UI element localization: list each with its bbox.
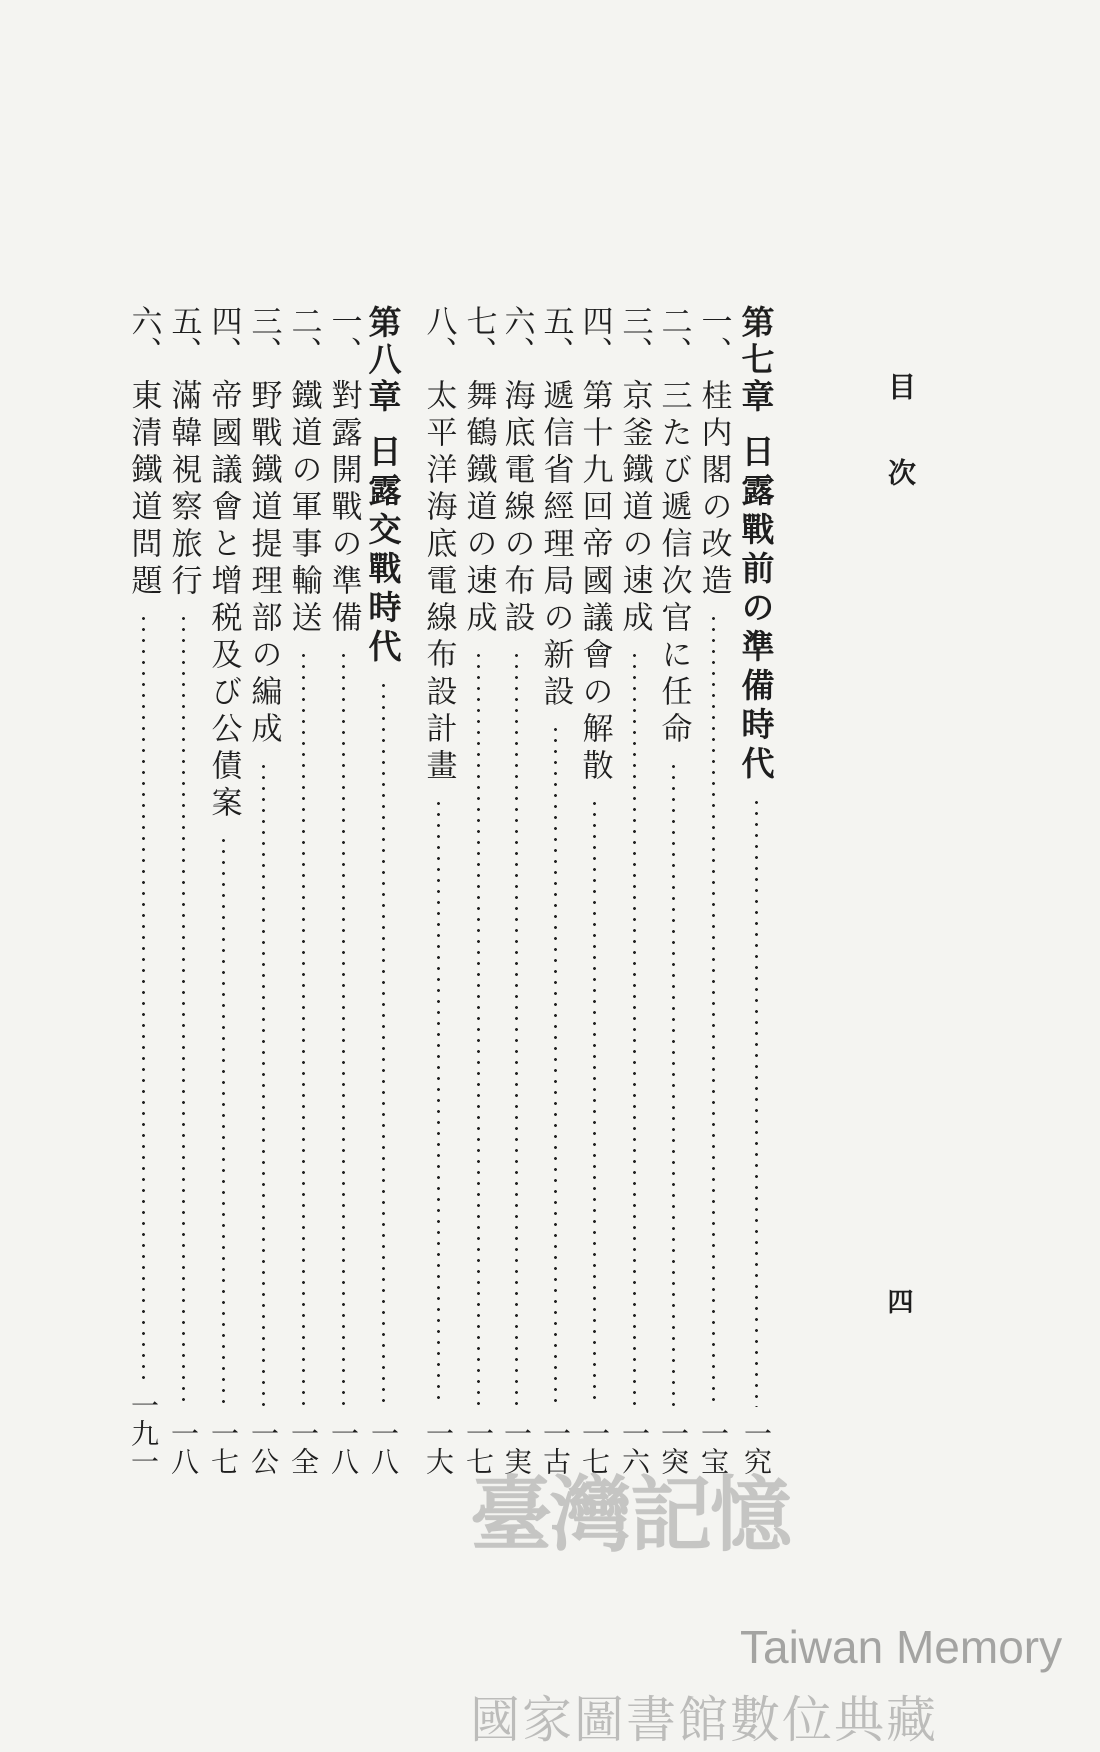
section-number: 六、	[498, 305, 535, 367]
section-title: 東清鐵道問題	[125, 379, 162, 601]
toc-page-number: 一七	[462, 1419, 495, 1475]
toc-section-entry	[692, 305, 734, 1475]
toc-section-entry	[202, 305, 244, 1475]
section-number: 五、	[165, 305, 202, 367]
dot-leader	[302, 650, 305, 1407]
toc-page-number: 一七	[578, 1419, 611, 1475]
section-title: 滿韓視察旅行	[165, 379, 202, 601]
section-number: 三、	[616, 305, 653, 367]
dot-leader	[593, 798, 596, 1407]
toc-page-number: 一八	[327, 1419, 360, 1475]
toc-section-entry	[162, 305, 204, 1475]
toc-page-number: 一七	[207, 1419, 240, 1475]
watermark-library: 國家圖書館數位典藏	[470, 1691, 938, 1749]
section-title: 海底電線の布設	[498, 379, 535, 638]
section-number: 四、	[576, 305, 613, 367]
section-title: 野戰鐵道提理部の編成	[245, 379, 282, 749]
toc-section-entry	[282, 305, 324, 1475]
toc-page-number: 一八	[367, 1419, 400, 1475]
toc-section-entry	[573, 305, 615, 1475]
section-number: 三、	[245, 305, 282, 367]
dot-leader	[382, 680, 385, 1407]
section-title: 第十九回帝國議會の解散	[576, 379, 613, 786]
dot-leader	[142, 613, 145, 1379]
toc-page-number: 一古	[539, 1419, 572, 1475]
dot-leader	[437, 798, 440, 1407]
section-title: 帝國議會と增税及び公債案	[205, 379, 242, 823]
chapter-title: 日露戰前の準備時代	[736, 434, 776, 785]
dot-leader	[515, 650, 518, 1407]
dot-leader	[672, 761, 675, 1407]
watermark-english: Taiwan Memory	[740, 1621, 1063, 1673]
section-title: 對露開戰の準備	[325, 379, 362, 638]
toc-page-number: 一大	[422, 1419, 455, 1475]
section-title: 三たび遞信次官に任命	[655, 379, 692, 749]
section-title: 桂内閣の改造	[695, 379, 732, 601]
section-number: 一、	[325, 305, 362, 367]
toc-page-number: 一八	[167, 1419, 200, 1475]
section-number: 二、	[285, 305, 322, 367]
section-number: 二、	[655, 305, 692, 367]
toc-section-entry	[322, 305, 364, 1475]
section-number: 五、	[537, 305, 574, 367]
dot-leader	[182, 613, 185, 1407]
dot-leader	[554, 724, 557, 1407]
toc-page-number: 一実	[500, 1419, 533, 1475]
toc-page-number: 一九一	[127, 1391, 160, 1475]
chapter-number: 第七章	[736, 305, 776, 416]
toc-section-entry	[417, 305, 459, 1475]
dot-leader	[222, 835, 225, 1407]
dot-leader	[633, 650, 636, 1407]
toc-section-entry	[457, 305, 499, 1475]
section-number: 四、	[205, 305, 242, 367]
dot-leader	[477, 650, 480, 1407]
dot-leader	[755, 797, 758, 1407]
section-number: 六、	[125, 305, 162, 367]
toc-section-entry	[495, 305, 537, 1475]
toc-section-entry	[242, 305, 284, 1475]
dot-leader	[262, 761, 265, 1407]
section-title: 舞鶴鐵道の速成	[460, 379, 497, 638]
toc-chapter-entry	[735, 305, 777, 1475]
section-number: 七、	[460, 305, 497, 367]
dot-leader	[712, 613, 715, 1407]
page-number: 四	[883, 1288, 913, 1314]
toc-page-number: 一突	[657, 1419, 690, 1475]
watermark-logo: 臺灣記憶	[470, 1468, 791, 1563]
chapter-number: 第八章	[363, 305, 403, 416]
running-header-title: 目次	[884, 372, 917, 544]
toc-page-number: 一全	[287, 1419, 320, 1475]
section-title: 鐵道の軍事輸送	[285, 379, 322, 638]
chapter-title: 日露交戰時代	[363, 434, 403, 668]
toc-page-number: 一宝	[697, 1419, 730, 1475]
toc-section-entry	[652, 305, 694, 1475]
toc-section-entry	[122, 305, 164, 1475]
section-title: 遞信省經理局の新設	[537, 379, 574, 712]
toc-page-number: 一公	[247, 1419, 280, 1475]
toc-page-number: 一六	[618, 1419, 651, 1475]
section-number: 一、	[695, 305, 732, 367]
section-number: 八、	[420, 305, 457, 367]
toc-section-entry	[613, 305, 655, 1475]
toc-section-entry	[534, 305, 576, 1475]
section-title: 太平洋海底電線布設計畫	[420, 379, 457, 786]
toc-chapter-entry	[362, 305, 404, 1475]
dot-leader	[342, 650, 345, 1407]
section-title: 京釜鐵道の速成	[616, 379, 653, 638]
toc-page-number: 一究	[740, 1419, 773, 1475]
